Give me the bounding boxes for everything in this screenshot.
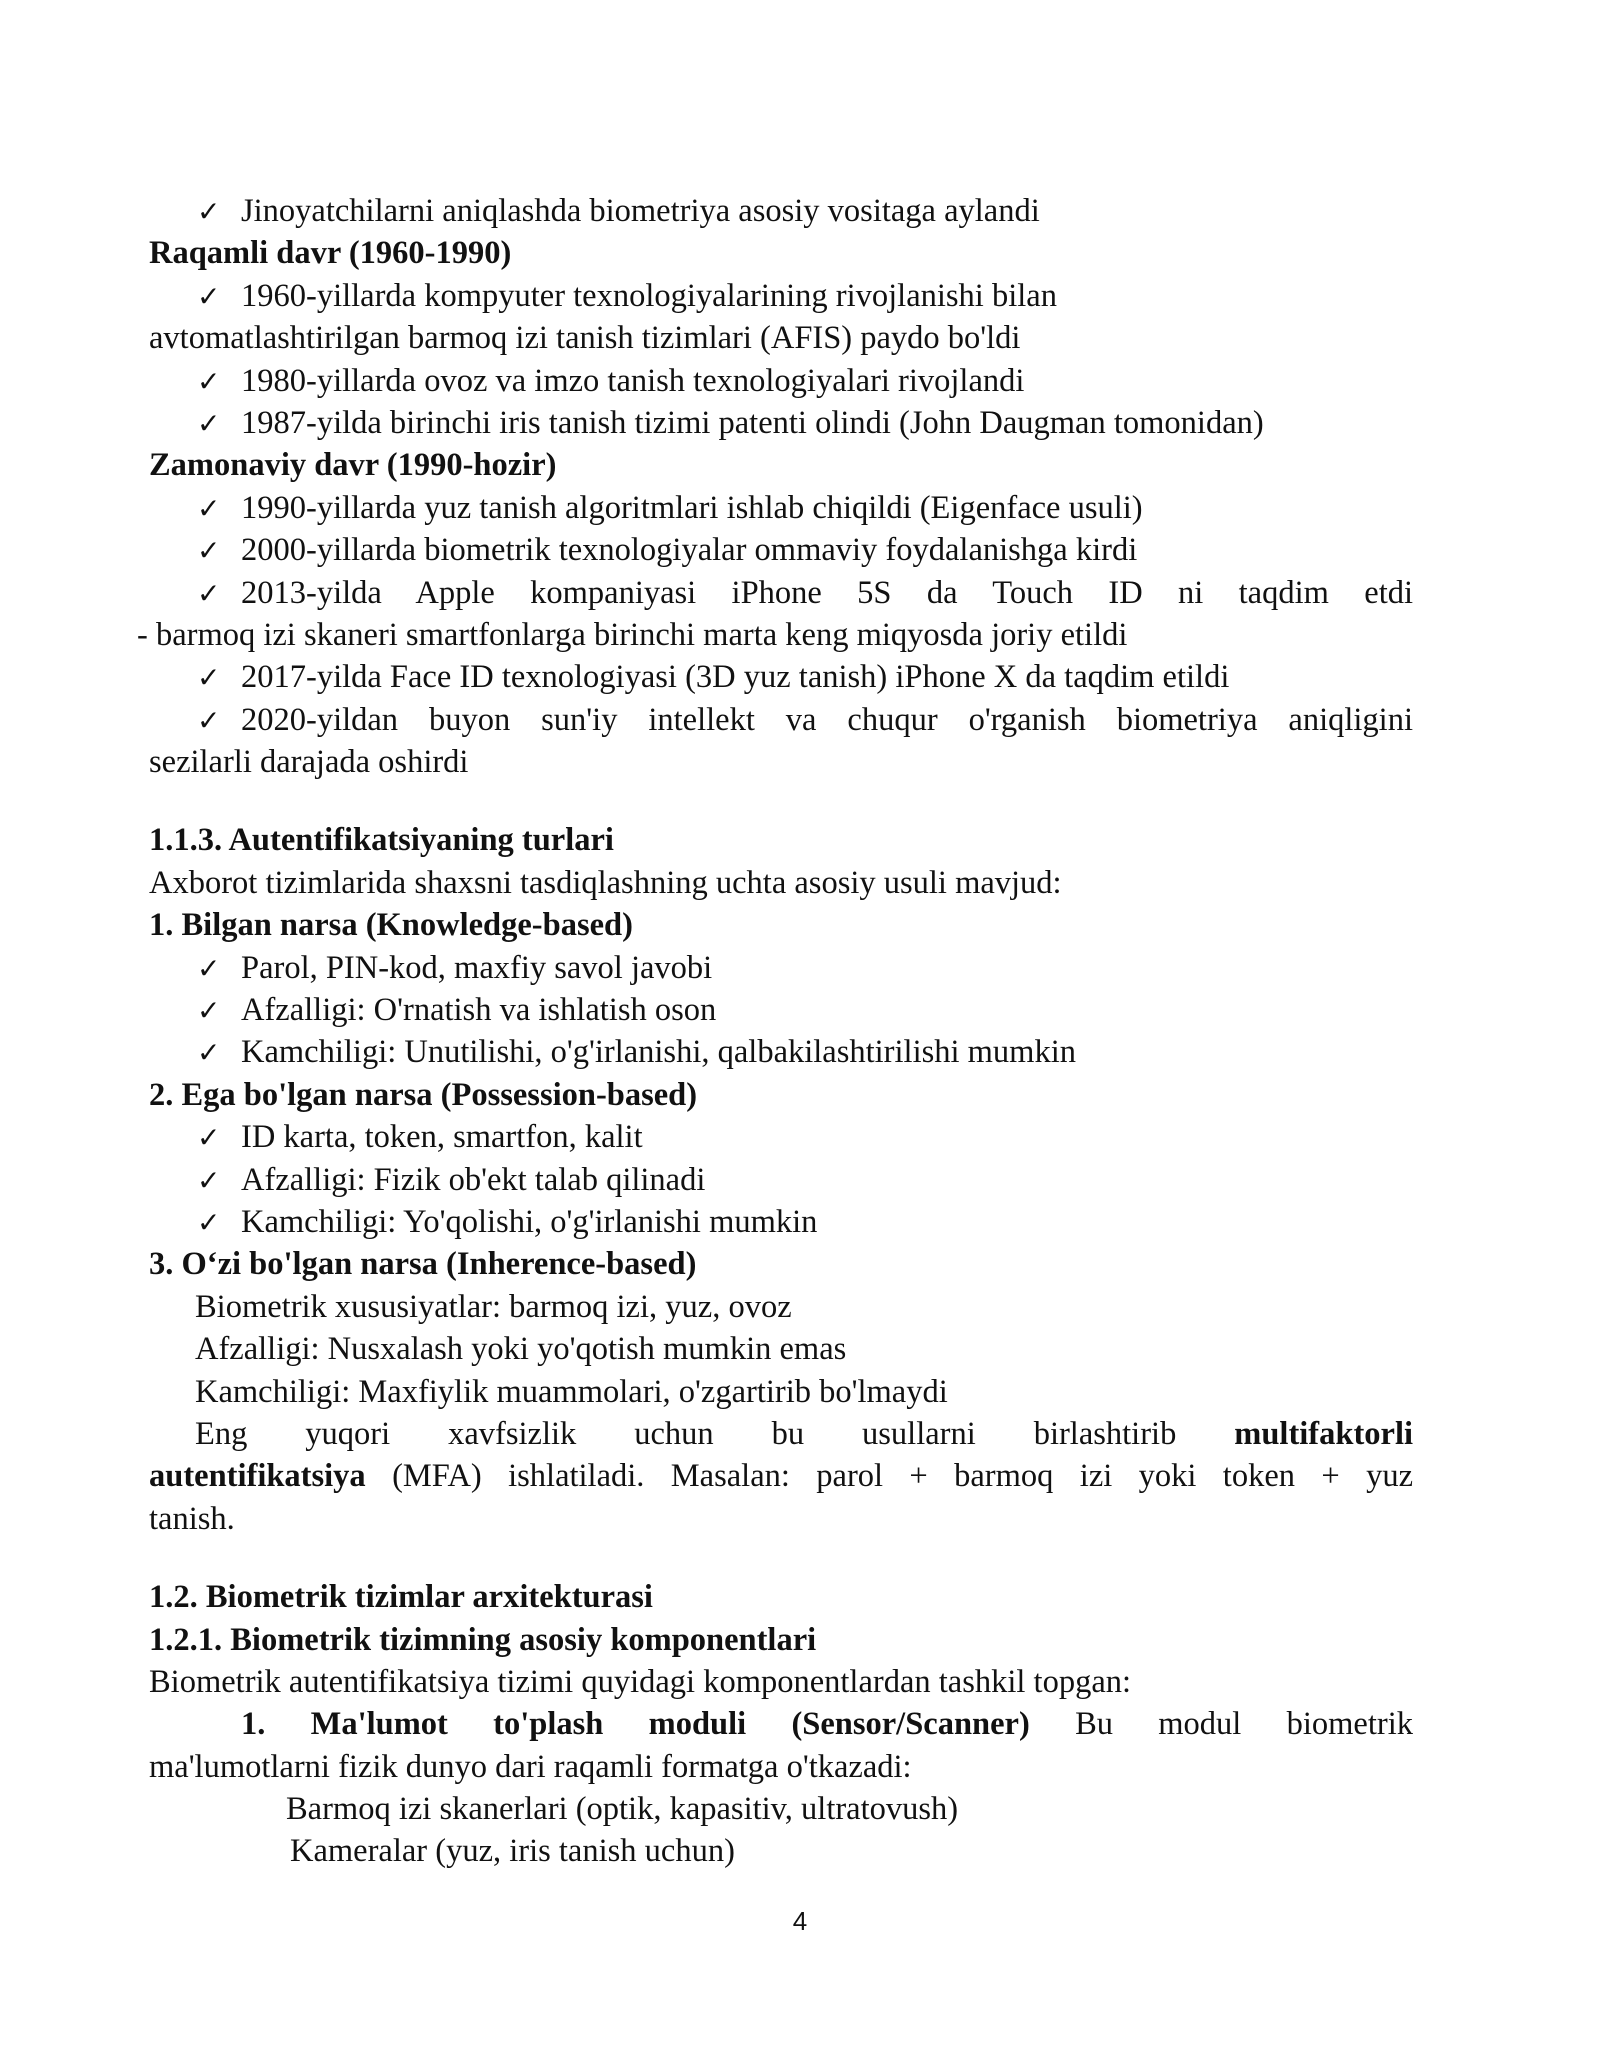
check-icon: ✓ [197, 195, 221, 228]
document-page [137, 190, 1414, 1873]
section-heading-1-2-1: 1.2.1. Biometrik tizimning asosiy komponentlari [149, 1621, 817, 1658]
history-item: ✓ 1987-yilda birinchi iris tanish tizimi patenti olindi (John Daugman tomonidan) [149, 402, 1413, 444]
subheading-inherence-based: 3. O‘zi bo'lgan narsa (Inherence-based) [149, 1246, 697, 1283]
history-item-continuation: sezilarli darajada oshirdi [149, 744, 469, 781]
component-paragraph-line: ma'lumotlarni fizik dunyo dari raqamli formatga o'tkazadi: [149, 1748, 912, 1785]
check-icon: ✓ [197, 1036, 221, 1070]
list-item: ✓ ID karta, token, smartfon, kalit [149, 1116, 1413, 1158]
check-icon: ✓ [197, 951, 221, 985]
component-title: 1. Ma'lumot to'plash moduli (Sensor/Scanner) [241, 1706, 1030, 1743]
check-icon: ✓ [197, 1163, 221, 1197]
list-item: ✓ Afzalligi: O'rnatish va ishlatish oson [149, 989, 1413, 1031]
section-intro: Axborot tizimlarida shaxsni tasdiqlashning uchta asosiy usuli mavjud: [149, 864, 1062, 901]
check-icon: ✓ [197, 994, 221, 1028]
check-icon: ✓ [197, 364, 221, 398]
component-item: Kameralar (yuz, iris tanish uchun) [290, 1833, 735, 1870]
history-item: ✓ Jinoyatchilarni aniqlashda biometriya asosiy vositaga aylandi [149, 190, 1413, 232]
section-heading-1-1-3: 1.1.3. Autentifikatsiyaning turlari [149, 822, 614, 859]
section-intro: Biometrik autentifikatsiya tizimi quyidagi komponentlardan tashkil topgan: [149, 1663, 1132, 1700]
check-icon: ✓ [197, 1205, 221, 1239]
section-heading-1-2: 1.2. Biometrik tizimlar arxitekturasi [149, 1579, 653, 1616]
list-item: ✓ Kamchiligi: Unutilishi, o'g'irlanishi, qalbakilashtirilishi mumkin [149, 1031, 1413, 1073]
check-icon: ✓ [197, 279, 221, 313]
list-item: Biometrik xususiyatlar: barmoq izi, yuz, ovoz [195, 1288, 792, 1325]
history-item: ✓ 2020-yildan buyon sun'iy intellekt va chuqur o'rganish biometriya aniqligini [149, 699, 1413, 741]
paragraph-gap [149, 1540, 1413, 1576]
mfa-paragraph-line: tanish. [149, 1500, 235, 1537]
history-item: ✓ 2013-yilda Apple kompaniyasi iPhone 5S da Touch ID ni taqdim etdi [149, 572, 1413, 614]
history-item: ✓ 2017-yilda Face ID texnologiyasi (3D yuz tanish) iPhone X da taqdim etildi [149, 656, 1413, 698]
list-item: Afzalligi: Nusxalash yoki yo'qotish mumkin emas [195, 1331, 847, 1368]
section-heading-modern-era: Zamonaviy davr (1990-hozir) [149, 447, 557, 484]
list-item: Kamchiligi: Maxfiylik muammolari, o'zgartirib bo'lmaydi [195, 1373, 948, 1410]
subheading-possession-based: 2. Ega bo'lgan narsa (Possession-based) [149, 1076, 698, 1113]
list-item: ✓ Kamchiligi: Yo'qolishi, o'g'irlanishi mumkin [149, 1201, 1413, 1243]
history-item-continuation: avtomatlashtirilgan barmoq izi tanish tizimlari (AFIS) paydo bo'ldi [149, 320, 1021, 357]
component-item: Barmoq izi skanerlari (optik, kapasitiv, ultratovush) [286, 1791, 959, 1828]
check-icon: ✓ [197, 703, 221, 737]
check-icon: ✓ [197, 661, 221, 695]
list-item: ✓ Parol, PIN-kod, maxfiy savol javobi [149, 947, 1413, 989]
mfa-paragraph-line: autentifikatsiya (MFA) ishlatiladi. Masalan: parol + barmoq izi yoki token + yuz [149, 1458, 1413, 1495]
history-item-continuation: - barmoq izi skaneri smartfonlarga birinchi marta keng miqyosda joriy etildi [137, 616, 1128, 653]
check-icon: ✓ [197, 576, 221, 610]
paragraph-gap [149, 783, 1413, 819]
history-item: ✓ 1980-yillarda ovoz va imzo tanish texnologiyalari rivojlandi [149, 360, 1413, 402]
section-heading-digital-era: Raqamli davr (1960-1990) [149, 235, 512, 272]
history-item: ✓ 1990-yillarda yuz tanish algoritmlari ishlab chiqildi (Eigenface usuli) [149, 487, 1413, 529]
list-item: ✓ Afzalligi: Fizik ob'ekt talab qilinadi [149, 1159, 1413, 1201]
mfa-term: multifaktorli [1234, 1415, 1414, 1452]
history-item: ✓ 2000-yillarda biometrik texnologiyalar ommaviy foydalanishga kirdi [149, 529, 1413, 571]
history-item: ✓ 1960-yillarda kompyuter texnologiyalarining rivojlanishi bilan [149, 275, 1413, 317]
check-icon: ✓ [197, 406, 221, 440]
check-icon: ✓ [197, 1121, 221, 1155]
mfa-paragraph-line: Eng yuqori xavfsizlik uchun bu usullarni birlashtirib multifaktorli [195, 1415, 1414, 1452]
page-number: 4 [792, 1906, 808, 1936]
component-paragraph-line: 1. Ma'lumot to'plash moduli (Sensor/Scanner) Bu modul biometrik [241, 1706, 1413, 1743]
check-icon: ✓ [197, 534, 221, 568]
subheading-knowledge-based: 1. Bilgan narsa (Knowledge-based) [149, 907, 633, 944]
check-icon: ✓ [197, 491, 221, 525]
mfa-term: autentifikatsiya [149, 1458, 366, 1495]
